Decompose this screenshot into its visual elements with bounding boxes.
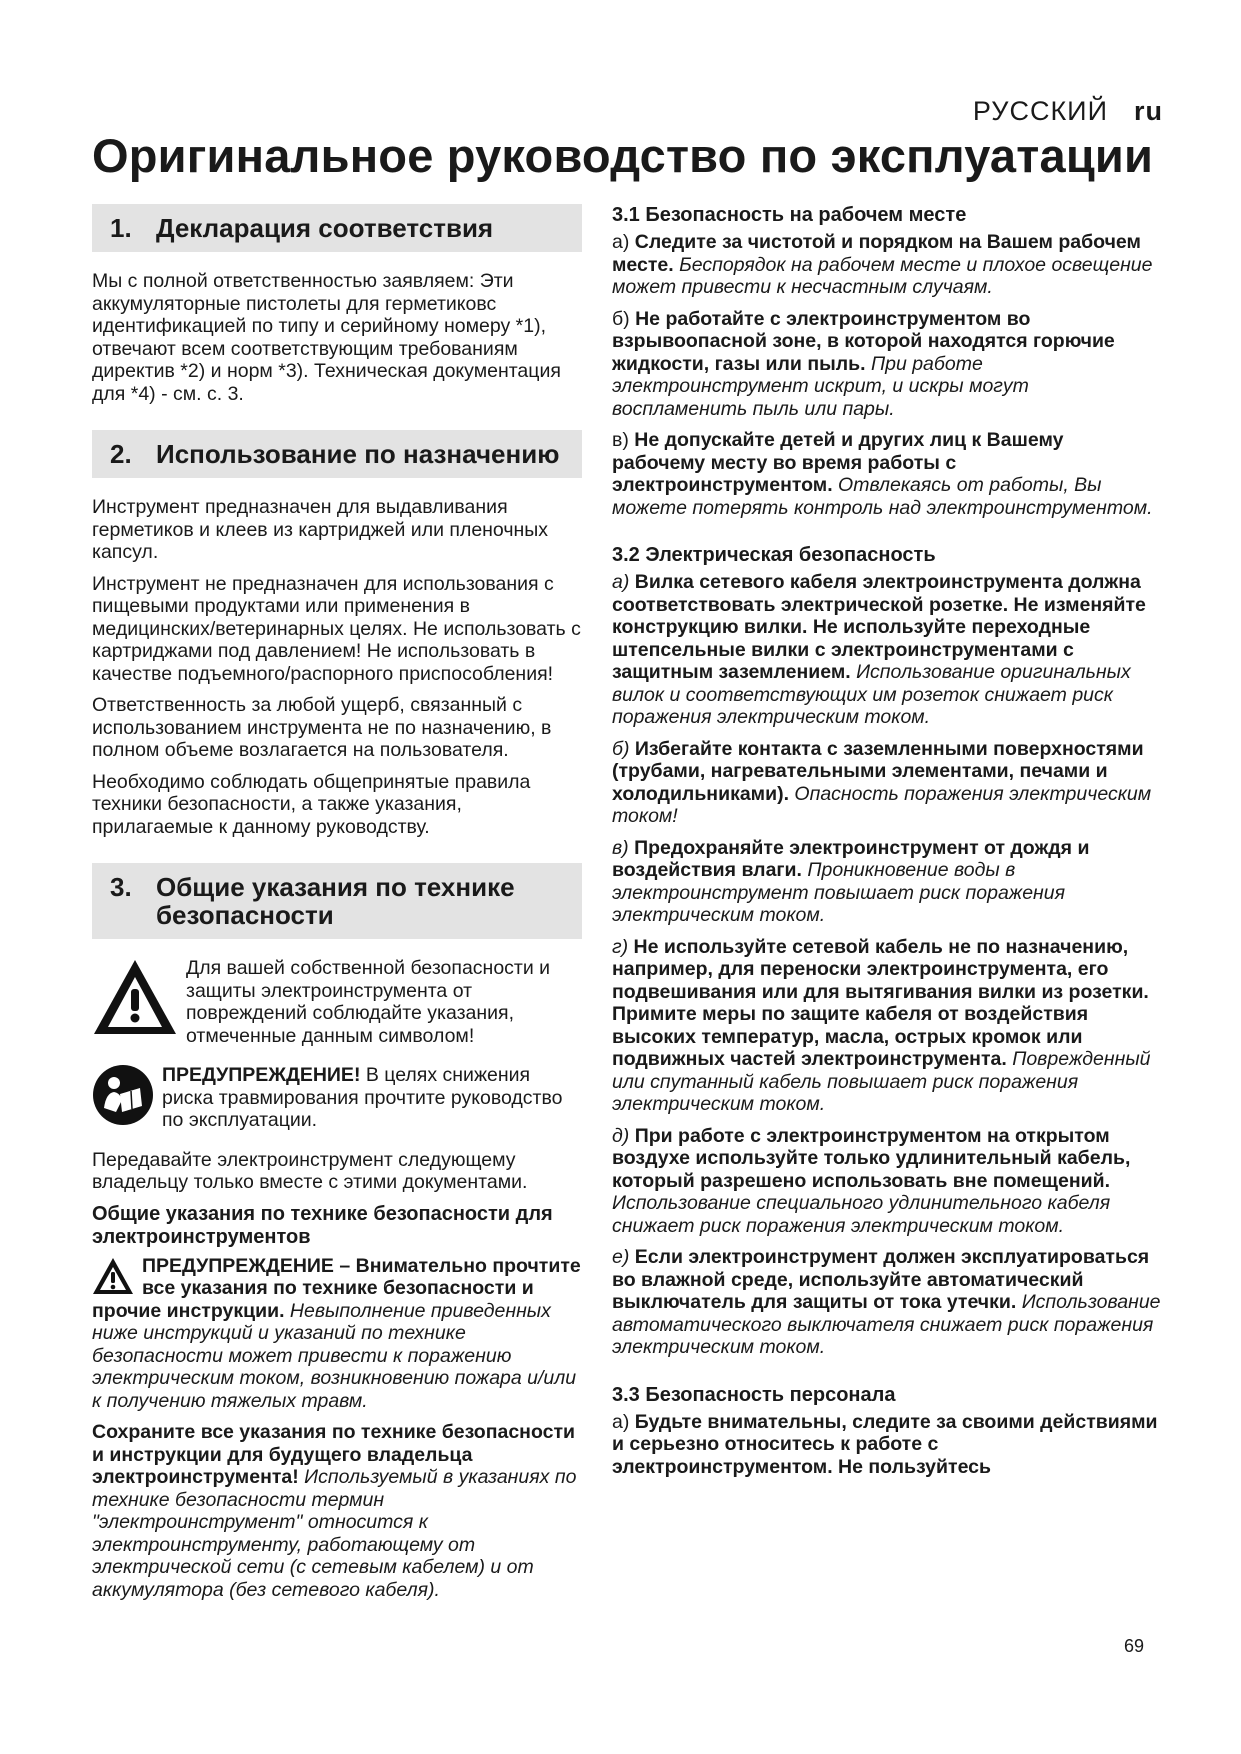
section-1-heading [92, 204, 582, 252]
list-item: д) При работе с электроинструментом на открытом воздухе используйте только удлинительный кабель, который разрешено использовать вне помещений. Использование специального удлинительного кабеля снижает риск поражения электрическим током. [612, 1124, 1131, 1237]
section-3-heading [92, 863, 582, 939]
list-item: б) Избегайте контакта с заземленными поверхностями (трубами, нагревательными элементами, печами и холодильниками). Опасность поражения электрическим током! [612, 737, 1152, 827]
list-item: б) Не работайте с электроинструментом во взрывоопасной зоне, в которой находятся горючие жидкости, газы или пыль. При работе электроинструмент искрит, и искры могут воспламенить пыль или пары. [612, 307, 1115, 420]
language-name: РУССКИЙ [972, 96, 1108, 126]
warning-symbol-block [92, 957, 582, 1056]
section-number: 3. [110, 872, 132, 902]
right-column [612, 204, 1162, 1487]
list-item: в) Предохраняйте электроинструмент от дождя и воздействия влаги. Проникновение воды в электроинструмент повышает риск поражения электрическим током. [612, 836, 1090, 926]
warning-triangle-icon [92, 957, 178, 1037]
list-item: в) Не допускайте детей и других лиц к Вашему рабочему месту во время работы с электроинструментом. Отвлекаясь от работы, Вы можете потерять контроль над электроинструментом. [612, 429, 1153, 519]
page-title: Оригинальное руководство по эксплуатации [92, 129, 1154, 182]
paragraph: Ответственность за любой ущерб, связанный с использованием инструмента не по назначению, в полном объеме возлагается на пользователя. [92, 694, 552, 761]
subsection-title: 3.2 Электрическая безопасность [612, 544, 936, 566]
section-number: 2. [110, 439, 132, 469]
keep-instructions-paragraph: Сохраните все указания по технике безопасности и инструкции для будущего владельца электроинструмента! Используемый в указаниях по технике безопасности термин "электроинструмент" относится к электроинструменту, работающему от электрической сети (с сетевым кабелем) и от аккумулятора (без сетевого кабеля). [92, 1421, 577, 1601]
warning-symbol-text: Для вашей собственной безопасности и защиты электроинструмента от повреждений соблюдайте указания, отмеченные данным символом! [186, 957, 551, 1047]
list-item: е) Если электроинструмент должен эксплуатироваться во влажной среде, используйте автоматический выключатель для защиты от тока утечки. Использование автоматического выключателя снижает риск поражения электрическим током. [612, 1246, 1161, 1358]
section-title: Декларация соответствия [156, 213, 494, 243]
list-item: а) Вилка сетевого кабеля электроинструмента должна соответствовать электрической розетке. Не изменяйте конструкцию вилки. Не используйте переходные штепсельные вилки с электроинструментами с защитным заземлением. Использование оригинальных вилок и соответствующих им розеток снижает риск поражения электрическим током. [612, 571, 1146, 728]
warning-paragraph: ПРЕДУПРЕЖДЕНИЕ – Внимательно прочтите все указания по технике безопасности и прочие инструкции. Невыполнение приведенных ниже инструкций и указаний по технике безопасности может привести к поражению электрическим током, возникновению пожара и/или к получению тяжелых травм. [92, 1254, 581, 1412]
paragraph: Инструмент предназначен для выдавливания герметиков и клеев из картриджей или пленочных капсул. [92, 496, 549, 563]
warning-label: ПРЕДУПРЕЖДЕНИЕ! [162, 1064, 361, 1086]
language-label [973, 96, 1163, 127]
subsection-title: 3.3 Безопасность персонала [612, 1383, 896, 1406]
paragraph: Необходимо соблюдать общепринятые правила техники безопасности, а также указания, прилагаемые к данному руководству. [92, 770, 531, 838]
declaration-text: Мы с полной ответственностью заявляем: Эти аккумуляторные пистолеты для герметиковс идентификацией по типу и серийному номеру *1), отвечают всем соответствующим требованиям директив *2) и норм *3). Техническая документация для *4) - см. с. 3. [92, 270, 561, 405]
left-column [92, 204, 582, 1610]
section-title: Использование по назначению [156, 439, 560, 469]
section-2-heading [92, 430, 582, 478]
subheading: Общие указания по технике безопасности для электроинструментов [92, 1202, 553, 1248]
page-number: 69 [1124, 1636, 1145, 1656]
language-code: ru [1134, 96, 1163, 126]
read-manual-icon [92, 1064, 154, 1126]
read-manual-text: В целях снижения риска травмирования прочтите руководство по эксплуатации. [162, 1064, 563, 1131]
list-item: г) Не используйте сетевой кабель не по назначению, например, для переноски электроинструмента, его подвешивания или для вытягивания вилки из розетки. Примите меры по защите кабеля от воздействия высоких температур, масла, острых кромок или подвижных частей электроинструмента. Поврежденный или спутанный кабель повышает риск поражения электрическим током. [612, 935, 1151, 1115]
warning-triangle-icon [92, 1257, 134, 1295]
list-item: а) Следите за чистотой и порядком на Вашем рабочем месте. Беспорядок на рабочем месте и плохое освещение может привести к несчастным случаям. [612, 231, 1153, 298]
section-title: Общие указания по технике безопасности [156, 872, 515, 930]
pass-on-text: Передавайте электроинструмент следующему владельцу только вместе с этими документами. [92, 1148, 528, 1193]
paragraph: Инструмент не предназначен для использования с пищевыми продуктами или применения в медицинских/ветеринарных целях. Не использовать с картриджами под давлением! Не использовать в качестве подъемного/распорного приспособления! [92, 572, 581, 685]
read-manual-block [92, 1064, 582, 1141]
subsection-title: 3.1 Безопасность на рабочем месте [612, 204, 967, 226]
section-number: 1. [110, 213, 132, 243]
list-item: а) Будьте внимательны, следите за своими действиями и серьезно относитесь к работе с электроинструментом. Не пользуйтесь [612, 1410, 1158, 1478]
